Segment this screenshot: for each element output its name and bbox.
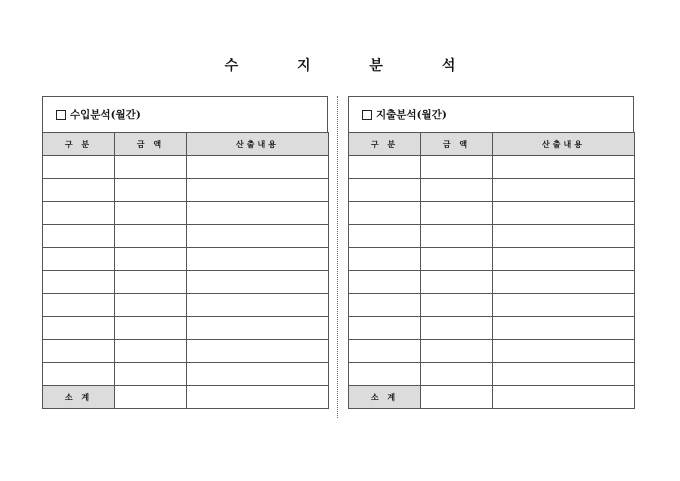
details-cell[interactable] <box>493 225 635 248</box>
income-heading-label: 수입분석(월간) <box>70 109 141 121</box>
subtotal-details-cell[interactable] <box>493 386 635 409</box>
category-cell[interactable] <box>43 317 115 340</box>
category-cell[interactable] <box>43 248 115 271</box>
amount-cell[interactable] <box>421 156 493 179</box>
table-row <box>349 156 635 179</box>
details-cell[interactable] <box>493 202 635 225</box>
details-cell[interactable] <box>493 271 635 294</box>
expense-heading-label: 지출분석(월간) <box>376 109 447 121</box>
details-cell[interactable] <box>187 248 329 271</box>
amount-cell[interactable] <box>421 179 493 202</box>
details-cell[interactable] <box>493 317 635 340</box>
category-cell[interactable] <box>43 179 115 202</box>
expense-subtotal-row <box>349 386 635 409</box>
col-header-category: 구 분 <box>349 133 421 156</box>
details-cell[interactable] <box>187 225 329 248</box>
amount-cell[interactable] <box>115 248 187 271</box>
details-cell[interactable] <box>187 179 329 202</box>
amount-cell[interactable] <box>421 202 493 225</box>
amount-cell[interactable] <box>421 340 493 363</box>
table-row <box>43 156 329 179</box>
col-header-details: 산출내용 <box>187 133 329 156</box>
category-cell[interactable] <box>349 156 421 179</box>
category-cell[interactable] <box>43 225 115 248</box>
checkbox-icon <box>362 110 372 120</box>
expense-heading <box>348 96 634 132</box>
subtotal-amount-cell[interactable] <box>421 386 493 409</box>
category-cell[interactable] <box>43 363 115 386</box>
table-row <box>349 248 635 271</box>
amount-cell[interactable] <box>115 363 187 386</box>
category-cell[interactable] <box>43 340 115 363</box>
amount-cell[interactable] <box>421 363 493 386</box>
category-cell[interactable] <box>349 317 421 340</box>
page-title: 수 지 분 석 <box>224 58 483 74</box>
col-header-amount: 금 액 <box>421 133 493 156</box>
category-cell[interactable] <box>43 294 115 317</box>
table-row <box>43 225 329 248</box>
amount-cell[interactable] <box>115 317 187 340</box>
amount-cell[interactable] <box>115 225 187 248</box>
income-subtotal-row <box>43 386 329 409</box>
amount-cell[interactable] <box>421 248 493 271</box>
table-row <box>43 202 329 225</box>
table-row <box>349 225 635 248</box>
amount-cell[interactable] <box>421 271 493 294</box>
category-cell[interactable] <box>43 156 115 179</box>
table-row <box>349 317 635 340</box>
details-cell[interactable] <box>187 340 329 363</box>
expense-header-row <box>349 133 635 156</box>
details-cell[interactable] <box>187 363 329 386</box>
income-heading <box>42 96 328 132</box>
subtotal-amount-cell[interactable] <box>115 386 187 409</box>
details-cell[interactable] <box>493 248 635 271</box>
subtotal-details-cell[interactable] <box>187 386 329 409</box>
income-body <box>43 156 329 386</box>
table-row <box>349 271 635 294</box>
table-row <box>349 294 635 317</box>
category-cell[interactable] <box>349 271 421 294</box>
table-row <box>349 202 635 225</box>
table-row <box>349 340 635 363</box>
income-table <box>42 132 329 409</box>
subtotal-label: 소 계 <box>43 386 115 409</box>
panel-divider <box>337 96 338 418</box>
table-row <box>43 363 329 386</box>
expense-panel <box>348 96 634 409</box>
category-cell[interactable] <box>349 363 421 386</box>
amount-cell[interactable] <box>115 179 187 202</box>
details-cell[interactable] <box>187 294 329 317</box>
amount-cell[interactable] <box>115 340 187 363</box>
category-cell[interactable] <box>349 225 421 248</box>
amount-cell[interactable] <box>115 156 187 179</box>
col-header-amount: 금 액 <box>115 133 187 156</box>
category-cell[interactable] <box>43 271 115 294</box>
table-row <box>43 179 329 202</box>
table-row <box>349 363 635 386</box>
amount-cell[interactable] <box>115 271 187 294</box>
checkbox-icon <box>56 110 66 120</box>
category-cell[interactable] <box>43 202 115 225</box>
category-cell[interactable] <box>349 179 421 202</box>
details-cell[interactable] <box>493 340 635 363</box>
col-header-details: 산출내용 <box>493 133 635 156</box>
amount-cell[interactable] <box>115 202 187 225</box>
expense-table <box>348 132 635 409</box>
details-cell[interactable] <box>187 271 329 294</box>
table-row <box>43 248 329 271</box>
income-header-row <box>43 133 329 156</box>
details-cell[interactable] <box>187 317 329 340</box>
table-row <box>349 179 635 202</box>
category-cell[interactable] <box>349 340 421 363</box>
details-cell[interactable] <box>493 363 635 386</box>
category-cell[interactable] <box>349 202 421 225</box>
amount-cell[interactable] <box>421 294 493 317</box>
subtotal-label: 소 계 <box>349 386 421 409</box>
details-cell[interactable] <box>187 202 329 225</box>
table-row <box>43 294 329 317</box>
table-row <box>43 317 329 340</box>
details-cell[interactable] <box>493 294 635 317</box>
income-panel <box>42 96 328 409</box>
category-cell[interactable] <box>349 248 421 271</box>
expense-body <box>349 156 635 386</box>
details-cell[interactable] <box>493 179 635 202</box>
col-header-category: 구 분 <box>43 133 115 156</box>
amount-cell[interactable] <box>421 225 493 248</box>
table-row <box>43 271 329 294</box>
amount-cell[interactable] <box>115 294 187 317</box>
amount-cell[interactable] <box>421 317 493 340</box>
table-row <box>43 340 329 363</box>
details-cell[interactable] <box>493 156 635 179</box>
details-cell[interactable] <box>187 156 329 179</box>
category-cell[interactable] <box>349 294 421 317</box>
